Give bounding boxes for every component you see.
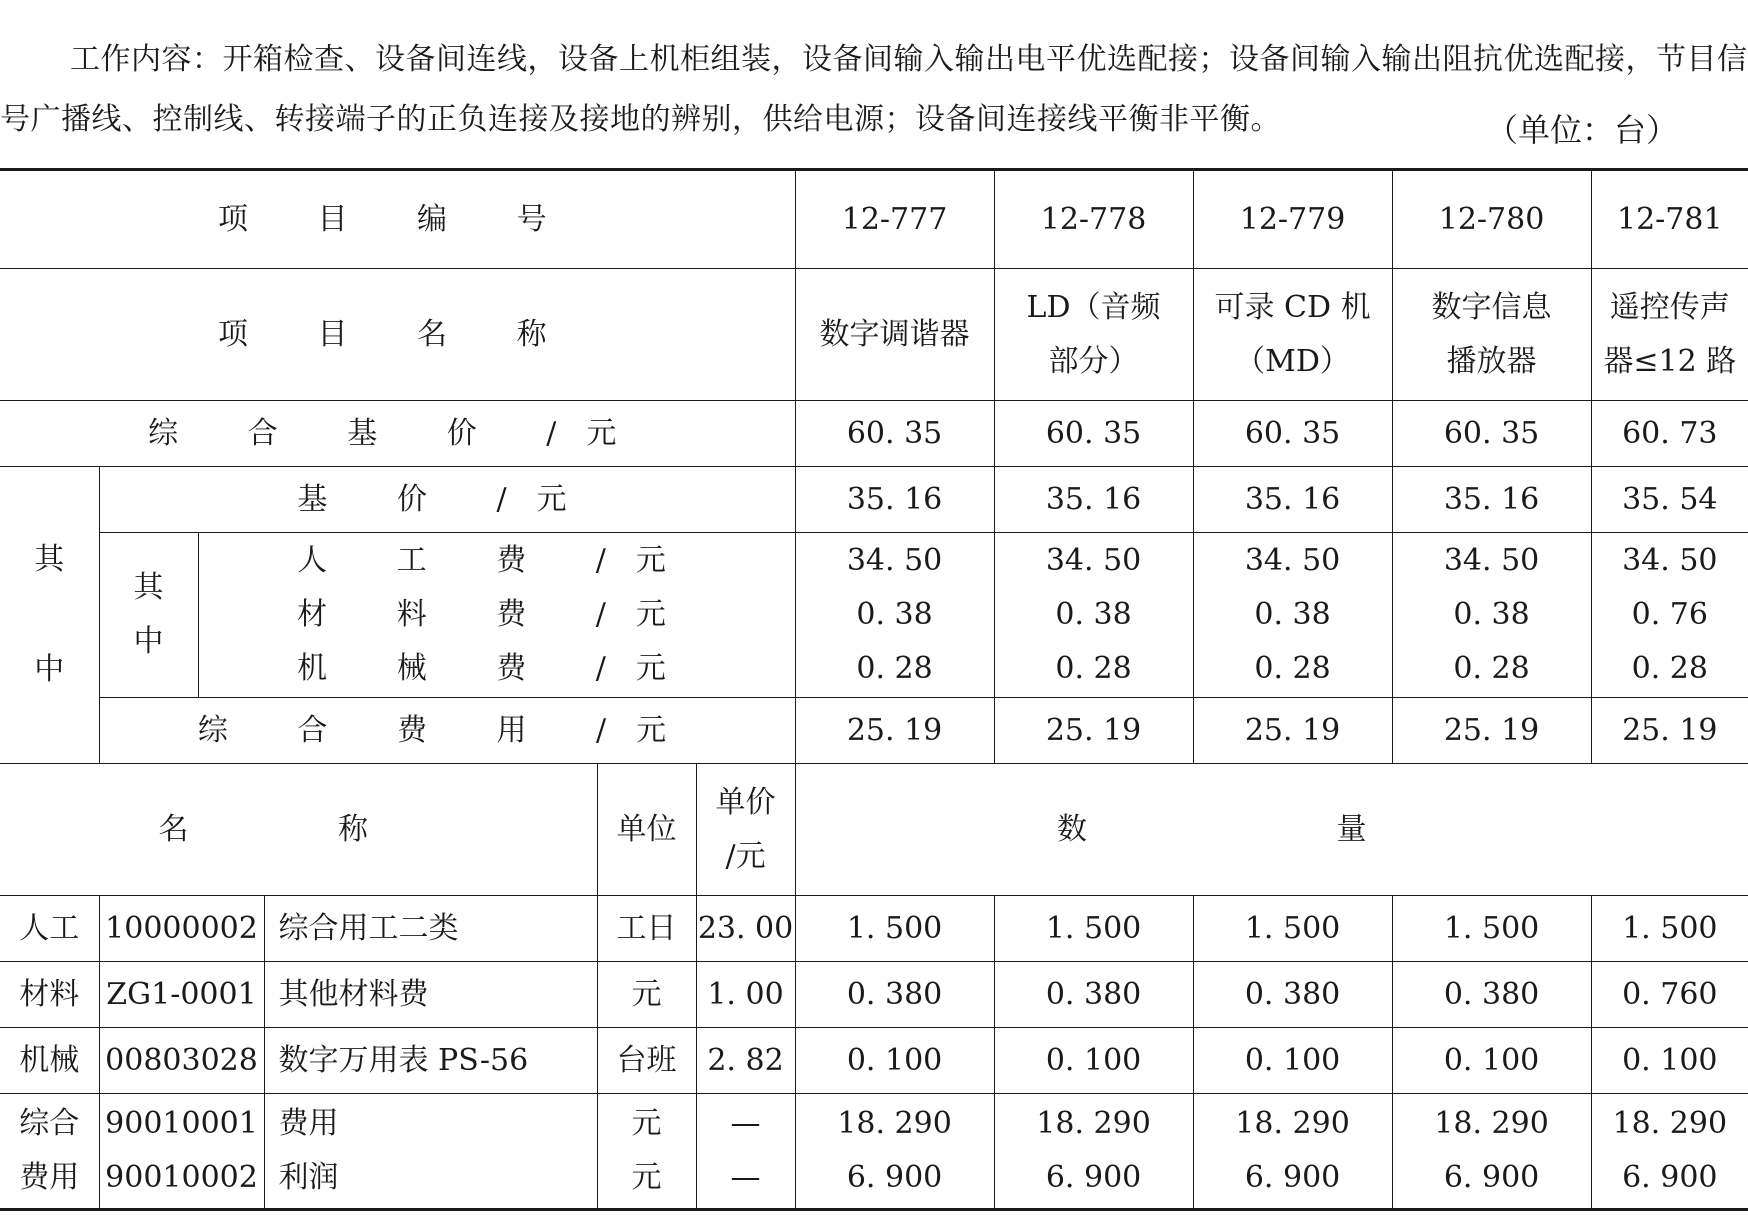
fee-unit: 元 元 [597,1094,696,1210]
total-price-cell: 60. 35 [1193,401,1392,467]
resource-qty: 0. 380 [1193,962,1392,1028]
resource-unit: 元 [597,962,696,1028]
fee-qty: 18. 290 6. 900 [1392,1094,1591,1210]
resource-qty: 1. 500 [1591,896,1748,962]
item-name: 遥控传声 器≤12 路 [1591,269,1748,401]
name-label: 项 目 名 称 [0,269,795,401]
detail-header-row [0,764,1748,896]
overhead-fee-label: 综 合 费 用 /元 [99,698,795,764]
fee-row [0,1094,1748,1210]
resource-qty: 0. 100 [994,1028,1193,1094]
base-price-cell: 35. 54 [1591,467,1748,533]
resource-qty: 1. 500 [994,896,1193,962]
resource-name: 数字万用表 PS-56 [264,1028,597,1094]
resource-code: 10000002 [99,896,264,962]
total-price-row [0,401,1748,467]
resource-category: 机械 [0,1028,99,1094]
fee-code: 90010001 90010002 [99,1094,264,1210]
code-cell: 12-779 [1193,170,1392,269]
resource-qty: 0. 100 [1193,1028,1392,1094]
fee-price: — — [696,1094,795,1210]
code-label: 项 目 编 号 [0,170,795,269]
resource-price: 23. 00 [696,896,795,962]
base-price-cell: 35. 16 [1392,467,1591,533]
resource-name: 其他材料费 [264,962,597,1028]
cost-breakdown-cell: 34. 50 0. 38 0. 28 [1392,533,1591,698]
total-price-label: 综 合 基 价 /元 [0,401,795,467]
qizhong-inner-label: 其 中 [99,533,198,698]
base-price-cell: 35. 16 [1193,467,1392,533]
resource-row [0,896,1748,962]
name-row [0,269,1748,401]
resource-unit: 工日 [597,896,696,962]
code-cell: 12-777 [795,170,994,269]
resource-qty: 0. 380 [1392,962,1591,1028]
resource-qty: 0. 100 [795,1028,994,1094]
resource-qty: 0. 100 [1392,1028,1591,1094]
fee-qty: 18. 290 6. 900 [1193,1094,1392,1210]
base-price-label: 基 价 /元 [99,467,795,533]
total-price-cell: 60. 73 [1591,401,1748,467]
code-cell: 12-778 [994,170,1193,269]
resource-category: 材料 [0,962,99,1028]
resource-unit: 台班 [597,1028,696,1094]
resource-qty: 0. 380 [994,962,1193,1028]
total-price-cell: 60. 35 [795,401,994,467]
fee-name: 费用 利润 [264,1094,597,1210]
code-cell: 12-781 [1591,170,1748,269]
resource-qty: 1. 500 [795,896,994,962]
resource-name: 综合用工二类 [264,896,597,962]
resource-price: 2. 82 [696,1028,795,1094]
overhead-fee-cell: 25. 19 [795,698,994,764]
total-price-cell: 60. 35 [1392,401,1591,467]
resource-qty: 0. 380 [795,962,994,1028]
fee-qty: 18. 290 6. 900 [795,1094,994,1210]
unit-label: （单位：台） [1485,111,1678,149]
item-name: 数字信息 播放器 [1392,269,1591,401]
resource-code: ZG1-0001 [99,962,264,1028]
base-price-cell: 35. 16 [795,467,994,533]
detail-qty-header: 数 量 [795,764,1748,896]
cost-breakdown-cell: 34. 50 0. 38 0. 28 [1193,533,1392,698]
resource-qty: 0. 760 [1591,962,1748,1028]
overhead-fee-cell: 25. 19 [1392,698,1591,764]
cost-breakdown-cell: 34. 50 0. 76 0. 28 [1591,533,1748,698]
overhead-fee-cell: 25. 19 [1591,698,1748,764]
fee-qty: 18. 290 6. 900 [1591,1094,1748,1210]
resource-category: 人工 [0,896,99,962]
resource-price: 1. 00 [696,962,795,1028]
cost-breakdown-row [0,533,1748,698]
fee-category: 综合 费用 [0,1094,99,1210]
resource-row [0,1028,1748,1094]
overhead-fee-cell: 25. 19 [994,698,1193,764]
total-price-cell: 60. 35 [994,401,1193,467]
overhead-fee-cell: 25. 19 [1193,698,1392,764]
code-row [0,170,1748,269]
item-name: 数字调谐器 [795,269,994,401]
item-name: LD（音频 部分） [994,269,1193,401]
detail-name-header: 名 称 [0,764,597,896]
base-price-row [0,467,1748,533]
base-price-cell: 35. 16 [994,467,1193,533]
resource-row [0,962,1748,1028]
resource-qty: 1. 500 [1392,896,1591,962]
detail-unit-header: 单位 [597,764,696,896]
item-name: 可录 CD 机 （MD） [1193,269,1392,401]
overhead-fee-row [0,698,1748,764]
resource-qty: 1. 500 [1193,896,1392,962]
resource-qty: 0. 100 [1591,1028,1748,1094]
cost-breakdown-cell: 34. 50 0. 38 0. 28 [994,533,1193,698]
qizhong-outer-label: 其 中 [0,467,99,764]
code-cell: 12-780 [1392,170,1591,269]
resource-code: 00803028 [99,1028,264,1094]
fee-qty: 18. 290 6. 900 [994,1094,1193,1210]
quota-table [0,168,1748,1211]
work-content-text: 工作内容：开箱检查、设备间连线，设备上机柜组装，设备间输入输出电平优选配接；设备间输入输出阻抗优选配接，节目信号广播线、控制线、转接端子的正负连接及接地的辨别，供给电源；设备间连接线平衡非平衡。 [0,42,1748,137]
cost-breakdown-labels: 人 工 费 /元 材 料 费 /元 机 械 费 /元 [198,533,795,698]
cost-breakdown-cell: 34. 50 0. 38 0. 28 [795,533,994,698]
detail-price-header: 单价 /元 [696,764,795,896]
